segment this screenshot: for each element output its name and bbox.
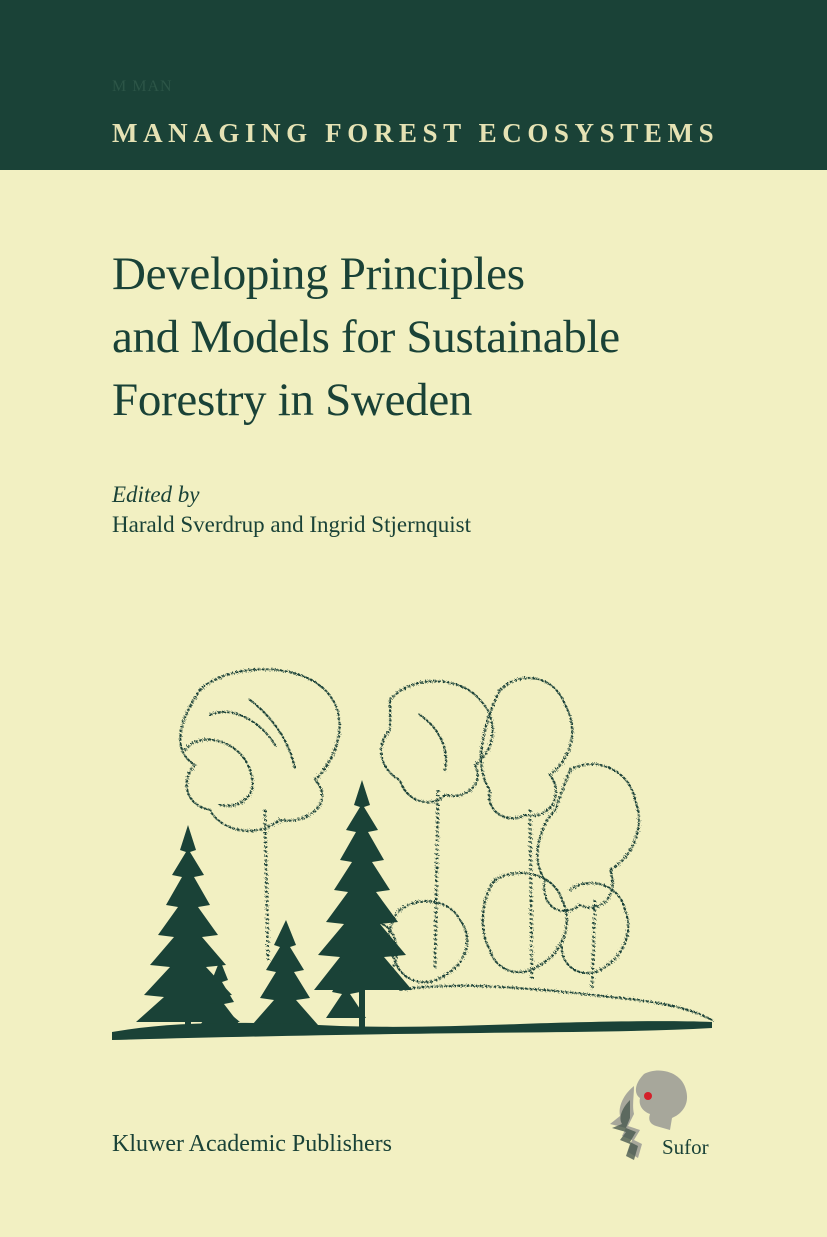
edited-by-label: Edited by — [112, 482, 200, 507]
book-title-line-3: Forestry in Sweden — [112, 374, 473, 426]
series-banner — [0, 0, 827, 170]
conifer-trees — [112, 780, 712, 1040]
book-title-line-2: and Models for Sustainable — [112, 311, 620, 363]
sufor-logo-label: Sufor — [662, 1135, 709, 1159]
editors-names: Harald Sverdrup and Ingrid Stjernquist — [112, 512, 471, 537]
book-title — [112, 243, 792, 432]
forest-illustration — [100, 660, 720, 1060]
series-ghost-text: M MAN — [112, 78, 173, 95]
deciduous-crowns — [180, 669, 712, 1020]
book-title-line-1: Developing Principles — [112, 248, 525, 300]
publisher-name: Kluwer Academic Publishers — [112, 1131, 392, 1157]
series-title: MANAGING FOREST ECOSYSTEMS — [112, 118, 720, 148]
tree-trunks — [265, 790, 595, 990]
